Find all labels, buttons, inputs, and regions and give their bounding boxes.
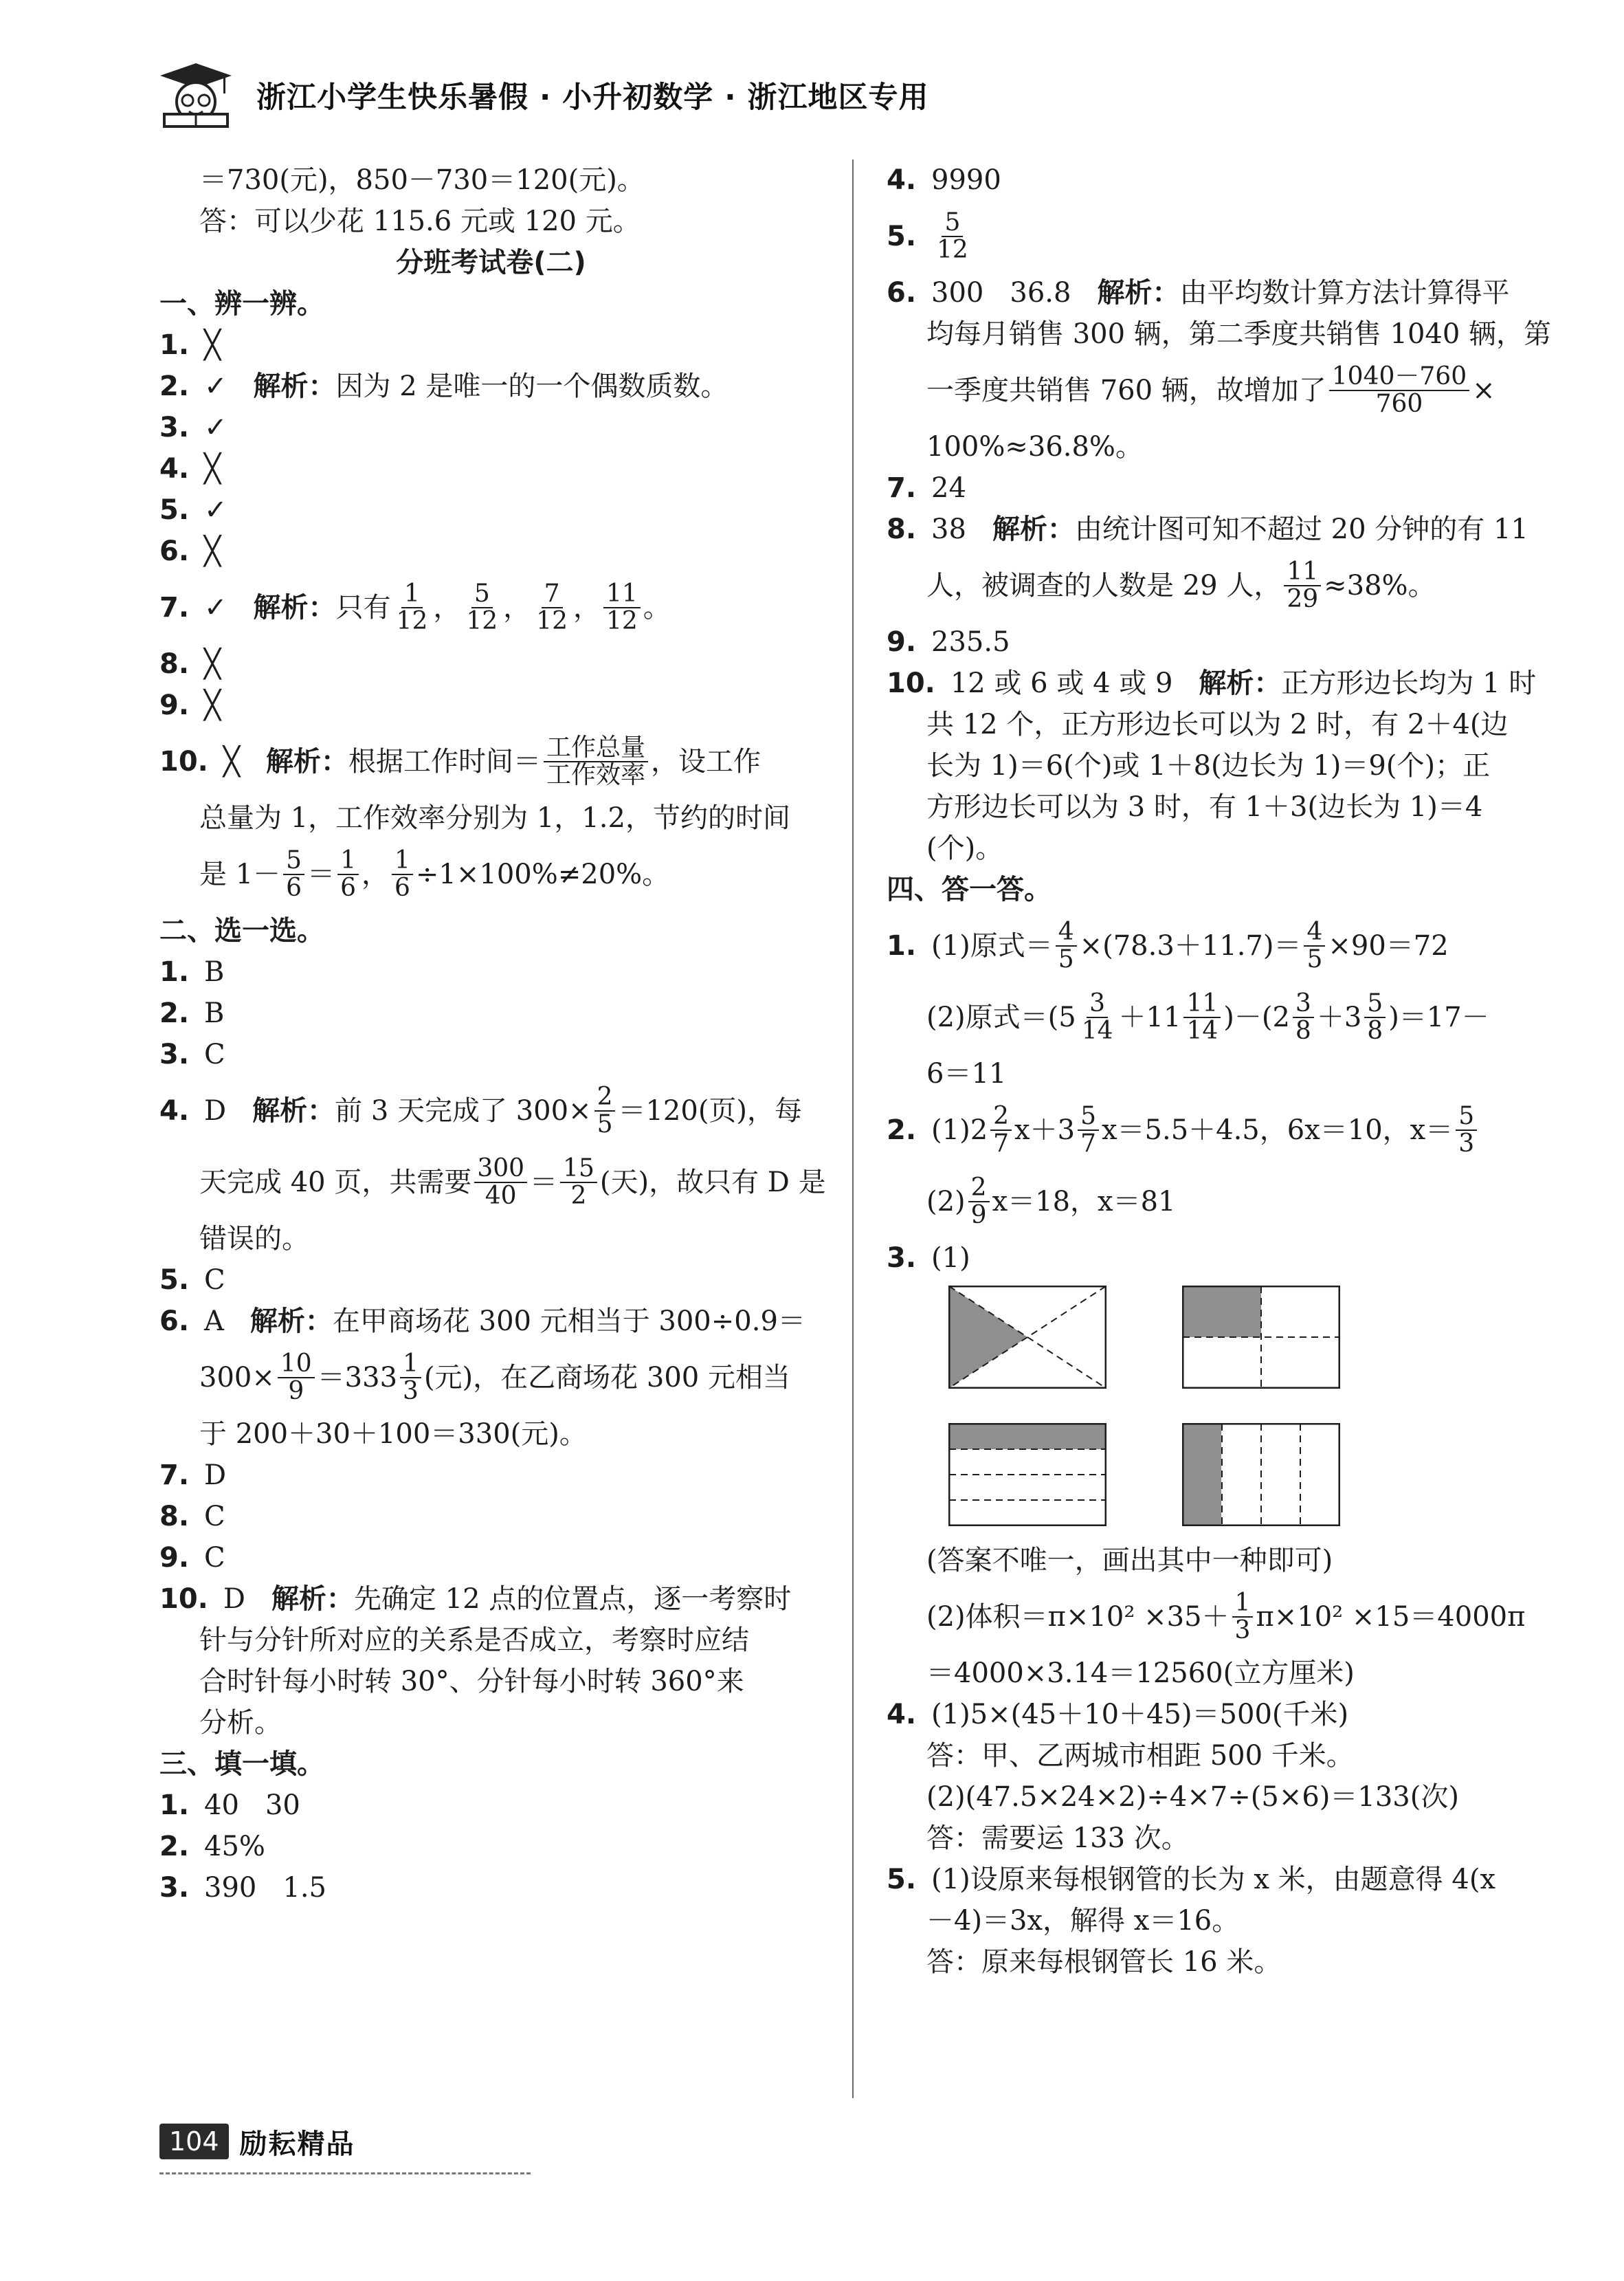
fraction: $\frac{1040-760}{760}$ xyxy=(1329,364,1469,417)
choice-2: 2. B xyxy=(159,998,225,1029)
choice-6-line-3: 于 200＋30＋100＝330(元)。 xyxy=(199,1418,587,1450)
rectangle-horizontal-strips-figure xyxy=(948,1423,1106,1526)
prev-answer-line: ＝730(元)，850－730＝120(元)。 xyxy=(199,164,645,196)
fraction: $\frac{4}{5}$ xyxy=(1304,919,1325,973)
fill-8-line-2: 人，被调查的人数是 29 人， $\frac{11}{29}$ ≈38%。 xyxy=(926,558,1436,613)
item-number: 4. xyxy=(159,453,190,485)
fraction: $\frac{15}{2}$ xyxy=(560,1156,597,1209)
page-number: 104 xyxy=(159,2124,229,2159)
judge-2 xyxy=(159,366,823,407)
item-number: 1. xyxy=(159,329,190,361)
fraction: $\frac{1}{12}$ xyxy=(396,580,428,635)
prev-answer-conclusion: 答：可以少花 115.6 元或 120 元。 xyxy=(199,206,641,237)
item-number: 7. xyxy=(159,592,190,624)
page-header xyxy=(155,60,1460,129)
fill-10-line-5: (个)。 xyxy=(926,833,1003,864)
figure-vertical-strips xyxy=(1182,1423,1340,1526)
answer-4-line-3: (2)(47.5×24×2)÷4×7÷(5×6)＝133(次) xyxy=(926,1781,1459,1813)
cross-mark-icon: ╳ xyxy=(204,329,221,361)
judge-3 xyxy=(159,407,823,448)
fraction: $\frac{11}{29}$ xyxy=(1284,559,1321,613)
analysis-label: 解析： xyxy=(271,1583,354,1615)
choice-9: 9. C xyxy=(159,1542,225,1574)
fill-6-line-2: 均每月销售 300 辆，第二季度共销售 1040 辆，第 xyxy=(926,318,1552,350)
fill-8: 8. 38 解析： 由统计图可知不超过 20 分钟的有 11 xyxy=(887,509,1546,550)
figure-diagonals xyxy=(948,1286,1106,1389)
section-1-heading: 一、辨一辨。 xyxy=(159,288,324,320)
fill-5: 5. $\frac{5}{12}$ xyxy=(887,201,1546,272)
fill-10-line-3: 长为 1)＝6(个)或 1＋8(边长为 1)＝9(个)；正 xyxy=(926,750,1491,782)
rectangle-vertical-strips-figure xyxy=(1182,1423,1340,1526)
item-number: 6. xyxy=(159,536,190,567)
answer-1-part-2: (2)原式＝(5 $\frac{3}{14}$ ＋11 $\frac{11}{14}$ )－(2 $\frac{3}{8}$ ＋3 $\frac{5}{8}$ )＝17－ xyxy=(926,989,1489,1045)
student-reading-logo-icon xyxy=(155,60,237,129)
judge-6 xyxy=(159,531,823,572)
answer-2-part-1: 2. (1)2 $\frac{2}{7}$ x＋3 $\frac{5}{7}$ x＝5.5＋4.5，6x＝10，x＝ $\frac{5}{3}$ xyxy=(887,1094,1546,1166)
fill-1: 1. 40 30 xyxy=(159,1789,300,1821)
fraction: $\frac{3}{8}$ xyxy=(1293,991,1314,1044)
answer-5-line-1: 5. (1)设原来每根钢管的长为 x 米，由题意得 4(x xyxy=(887,1864,1496,1895)
check-mark-icon: ✓ xyxy=(204,592,227,624)
cross-mark-icon: ╳ xyxy=(204,690,221,721)
choice-4: 4. D 解析： 前 3 天完成了 300× $\frac{2}{5}$ ＝120(页)，每 xyxy=(159,1083,803,1138)
fraction: $\frac{5}{12}$ xyxy=(937,208,968,264)
fill-7: 7. 24 xyxy=(887,472,966,504)
fill-4: 4. 9990 xyxy=(887,164,1001,196)
fraction: $\frac{5}{7}$ xyxy=(1078,1103,1099,1157)
judge-8 xyxy=(159,643,823,685)
cross-mark-icon: ╳ xyxy=(204,453,221,485)
fill-9: 9. 235.5 xyxy=(887,626,1010,658)
fraction: $\frac{2}{5}$ xyxy=(594,1084,616,1138)
choice-4-line-2: 天完成 40 页，共需要 $\frac{300}{40}$ ＝ $\frac{15}{2}$ (天)，故只有 D 是 xyxy=(199,1154,826,1210)
fraction: $\frac{1}{3}$ xyxy=(1232,1590,1254,1644)
item-number: 10. xyxy=(159,746,208,778)
fraction: $\frac{10}{9}$ xyxy=(278,1351,315,1404)
figure-quarters xyxy=(1182,1286,1340,1389)
fraction: $\frac{300}{40}$ xyxy=(474,1156,527,1209)
analysis-text: 因为 2 是唯一的一个偶数质数。 xyxy=(335,371,728,402)
answer-2-part-2: (2) $\frac{2}{9}$ x＝18，x＝81 xyxy=(926,1173,1176,1229)
fraction: $\frac{5}{8}$ xyxy=(1364,991,1386,1044)
figure-horizontal-strips xyxy=(948,1423,1106,1526)
choice-10: 10. D 解析： 先确定 12 点的位置点，逐一考察时 xyxy=(159,1578,823,1620)
judge-4 xyxy=(159,448,823,489)
fraction: $\frac{7}{12}$ xyxy=(536,580,568,635)
answer-5-line-2: －4)＝3x，解得 x＝16。 xyxy=(926,1905,1240,1937)
answer-4-line-2: 答：甲、乙两城市相距 500 千米。 xyxy=(926,1740,1354,1772)
item-number: 3. xyxy=(159,412,190,443)
analysis-label: 解析： xyxy=(1097,277,1180,309)
cross-mark-icon: ╳ xyxy=(204,648,221,680)
item-number: 9. xyxy=(159,690,190,721)
fraction: $\frac{11}{12}$ xyxy=(603,581,641,635)
choice-10-line-2: 针与分针所对应的关系是否成立，考察时应结 xyxy=(199,1624,749,1656)
choice-3: 3. C xyxy=(159,1039,225,1070)
left-column xyxy=(159,159,826,1908)
analysis-label: 解析： xyxy=(265,746,348,778)
cross-mark-icon: ╳ xyxy=(223,746,240,778)
choice-6-line-2: 300× $\frac{10}{9}$ ＝333 $\frac{1}{3}$ (元)，在乙商场花 300 元相当 xyxy=(199,1349,790,1405)
choice-6: 6. A 解析： 在甲商场花 300 元相当于 300÷0.9＝ xyxy=(159,1301,823,1342)
fraction: $\frac{1}{6}$ xyxy=(337,848,359,901)
judge-10-line-3: 是 1－ $\frac{5}{6}$ ＝ $\frac{1}{6}$ ， $\frac{1}{6}$ ÷1×100%≠20%。 xyxy=(199,846,670,902)
division-figures xyxy=(887,1286,1546,1526)
choice-7: 7. D xyxy=(159,1459,227,1491)
header-title: 浙江小学生快乐暑假 · 小升初数学 · 浙江地区专用 xyxy=(256,80,929,115)
answer-5-line-3: 答：原来每根钢管长 16 米。 xyxy=(926,1946,1282,1978)
choice-10-line-3: 合时针每小时转 30°、分针每小时转 360°来 xyxy=(199,1666,744,1697)
answer-1-part-2-cont: 6＝11 xyxy=(926,1058,1007,1090)
fill-3: 3. 390 1.5 xyxy=(159,1872,327,1904)
footer-dashed-line xyxy=(159,2172,531,2174)
answer-3-note: (答案不唯一，画出其中一种即可) xyxy=(926,1545,1333,1576)
choice-8: 8. C xyxy=(159,1501,225,1532)
column-divider xyxy=(852,159,854,2098)
fill-6-line-3: 一季度共销售 760 辆，故增加了 $\frac{1040-760}{760}$ × xyxy=(926,362,1495,418)
judge-10: 10. ╳ 解析： 根据工作时间＝ $\frac{\text{工作总量}}{\text{工作效率}}$ ，设工作 xyxy=(159,734,761,789)
answer-3-part-2-cont: ＝4000×3.14＝12560(立方厘米) xyxy=(926,1657,1355,1689)
judge-5 xyxy=(159,489,823,531)
fraction: $\frac{\text{工作总量}}{\text{工作效率}}$ xyxy=(544,735,648,789)
item-number: 8. xyxy=(159,648,190,680)
analysis-label: 解析： xyxy=(1199,668,1282,699)
analysis-label: 解析： xyxy=(253,592,336,624)
fill-6: 6. 300 36.8 解析： 由平均数计算方法计算得平 xyxy=(887,272,1546,313)
page-footer xyxy=(159,2116,544,2167)
fraction: $\frac{4}{5}$ xyxy=(1056,919,1077,973)
fill-10-line-4: 方形边长可以为 3 时，有 1＋3(边长为 1)＝4 xyxy=(926,791,1483,823)
answer-3-part-1: 3. (1) xyxy=(887,1242,970,1274)
answer-4-line-4: 答：需要运 133 次。 xyxy=(926,1822,1189,1854)
fraction: $\frac{1}{3}$ xyxy=(400,1351,421,1404)
analysis-label: 解析： xyxy=(249,1305,333,1337)
fraction: $\frac{2}{9}$ xyxy=(968,1175,990,1228)
judge-1 xyxy=(159,324,823,366)
answer-1-part-1: 1. (1)原式＝ $\frac{4}{5}$ ×(78.3＋11.7)＝ $\frac{4}{5}$ ×90＝72 xyxy=(887,918,1449,973)
choice-4-line-3: 错误的。 xyxy=(199,1223,309,1255)
paper-title: 分班考试卷(二) xyxy=(396,247,586,278)
fill-6-line-4: 100%≈36.8%。 xyxy=(926,431,1143,463)
rectangle-quarter-figure xyxy=(1182,1286,1340,1389)
analysis-label: 解析： xyxy=(253,371,336,402)
section-4-heading: 四、答一答。 xyxy=(887,874,1052,905)
answer-4-line-1: 4. (1)5×(45＋10＋45)＝500(千米) xyxy=(887,1699,1349,1730)
analysis-label: 解析： xyxy=(252,1095,335,1127)
fill-10: 10. 12 或 6 或 4 或 9 解析： 正方形边长均为 1 时 xyxy=(887,663,1546,704)
judge-7: 7. ✓ 解析： 只有 $\frac{1}{12}$ ， $\frac{5}{12}$ ， $\frac{7}{12}$ ， $\frac{11}{12}$ 。 xyxy=(159,580,671,635)
brand-name: 励耘精品 xyxy=(239,2128,355,2160)
cross-mark-icon: ╳ xyxy=(204,536,221,567)
right-column xyxy=(887,159,1552,1983)
fill-10-line-2: 共 12 个，正方形边长可以为 2 时，有 2＋4(边 xyxy=(926,709,1509,740)
section-3-heading: 三、填一填。 xyxy=(159,1748,324,1780)
check-mark-icon: ✓ xyxy=(204,412,227,443)
judge-9 xyxy=(159,685,823,726)
check-mark-icon: ✓ xyxy=(204,494,227,526)
item-number: 5. xyxy=(159,494,190,526)
choice-10-line-4: 分析。 xyxy=(199,1707,282,1739)
fraction: $\frac{1}{6}$ xyxy=(392,848,413,901)
section-2-heading: 二、选一选。 xyxy=(159,915,324,947)
choice-1: 1. B xyxy=(159,956,225,988)
check-mark-icon: ✓ xyxy=(204,371,227,402)
fraction: $\frac{5}{6}$ xyxy=(283,848,304,901)
answer-3-part-2: (2)体积＝π×10² ×35＋ $\frac{1}{3}$ π×10² ×15＝4000π xyxy=(926,1589,1526,1644)
item-number: 2. xyxy=(159,371,190,402)
fill-2: 2. 45% xyxy=(159,1831,265,1862)
fraction: $\frac{5}{12}$ xyxy=(466,580,498,635)
analysis-label: 解析： xyxy=(992,514,1075,545)
fraction: $\frac{3}{14}$ xyxy=(1081,989,1113,1045)
fraction: $\frac{5}{3}$ xyxy=(1456,1103,1477,1157)
choice-5: 5. C xyxy=(159,1264,225,1296)
judge-10-line-2: 总量为 1，工作效率分别为 1，1.2，节约的时间 xyxy=(199,802,790,834)
analysis-text: 只有 xyxy=(335,592,391,624)
rectangle-diagonal-figure xyxy=(948,1286,1106,1389)
fraction: $\frac{2}{7}$ xyxy=(990,1103,1012,1157)
fraction: $\frac{11}{14}$ xyxy=(1183,991,1221,1044)
